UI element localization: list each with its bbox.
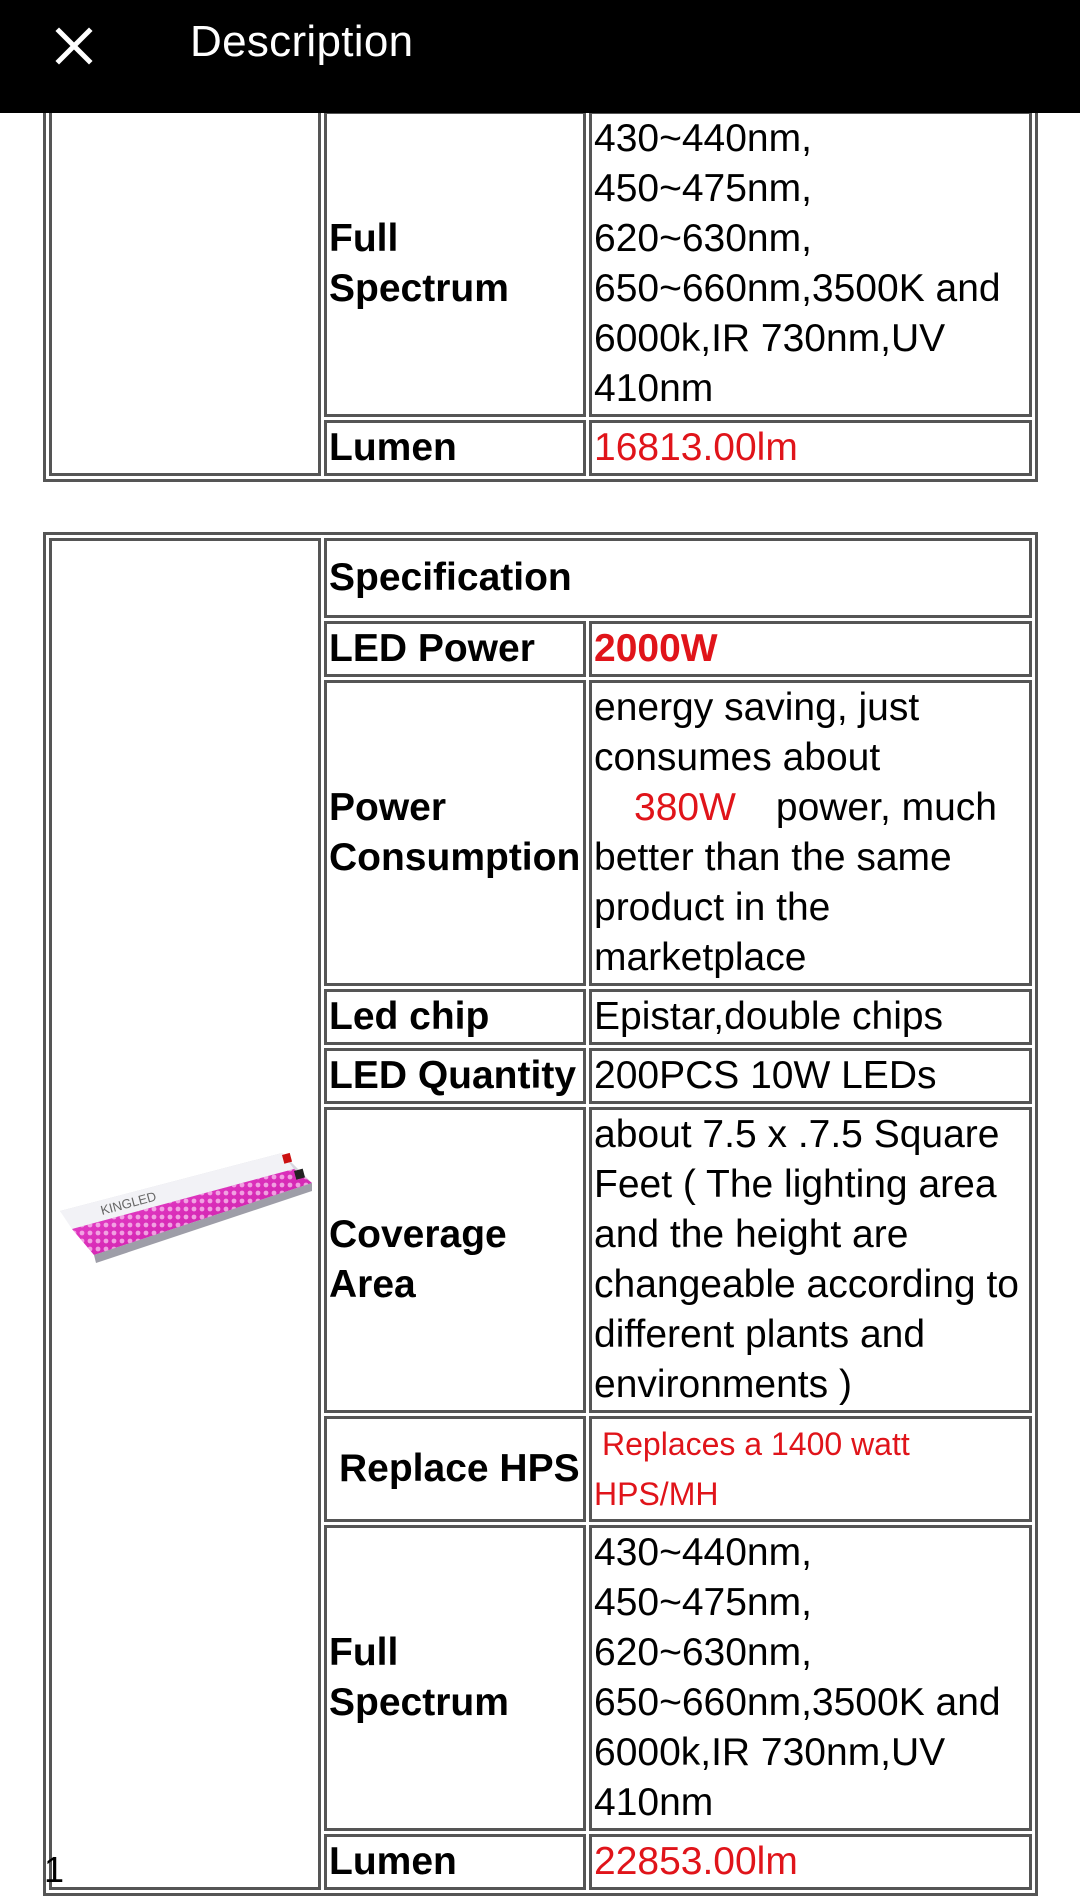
power-post-text: power, much better than the same product in the marketplace — [594, 786, 997, 979]
led-chip-value: Epistar,double chips — [589, 989, 1032, 1045]
page-title: Description — [190, 17, 414, 66]
led-power-label: LED Power — [324, 621, 586, 677]
logo-text: KINGLED — [98, 1188, 158, 1218]
full-spectrum-label: Full Spectrum — [324, 111, 586, 417]
table-row — [49, 538, 1032, 618]
power-consumption-label: Power Consumption — [324, 680, 586, 986]
power-highlight: 380W — [634, 786, 736, 829]
led-quantity-value: 200PCS 10W LEDs — [589, 1048, 1032, 1104]
lumen-label: Lumen — [324, 1834, 586, 1890]
lumen-value: 16813.00lm — [589, 420, 1032, 476]
spec-table — [43, 532, 1038, 1896]
close-button[interactable] — [48, 20, 100, 72]
full-spectrum-value: 430~440nm, 450~475nm, 620~630nm, 650~660nm,3500K and 6000k,IR 730nm,UV 410nm — [589, 1525, 1032, 1831]
spec-table-top — [43, 50, 1038, 482]
power-consumption-value — [589, 680, 1032, 986]
led-chip-label: Led chip — [324, 989, 586, 1045]
grow-light-image — [54, 1133, 316, 1283]
led-power-value: 2000W — [589, 621, 1032, 677]
power-pre-text: energy saving, just consumes about — [594, 686, 920, 779]
lumen-label: Lumen — [324, 420, 586, 476]
full-spectrum-label: Full Spectrum — [324, 1525, 586, 1831]
product-image-cell — [49, 56, 321, 476]
product-image-cell — [49, 538, 321, 1890]
top-app-bar — [0, 0, 1080, 113]
coverage-area-value: about 7.5 x .7.5 Square Feet ( The lighting area and the height are changeable according to different plants and environments ) — [589, 1107, 1032, 1413]
close-icon — [54, 26, 94, 66]
replace-hps-label: Replace HPS — [324, 1416, 586, 1522]
replace-hps-value: Replaces a 1400 watt HPS/MH — [589, 1416, 1032, 1522]
page-number: 1 — [44, 1849, 65, 1890]
coverage-area-label: Coverage Area — [324, 1107, 586, 1413]
full-spectrum-value: 430~440nm, 450~475nm, 620~630nm, 650~660nm,3500K and 6000k,IR 730nm,UV 410nm — [589, 111, 1032, 417]
led-quantity-label: LED Quantity — [324, 1048, 586, 1104]
specification-heading: Specification — [324, 538, 1032, 618]
lumen-value: 22853.00lm — [589, 1834, 1032, 1890]
